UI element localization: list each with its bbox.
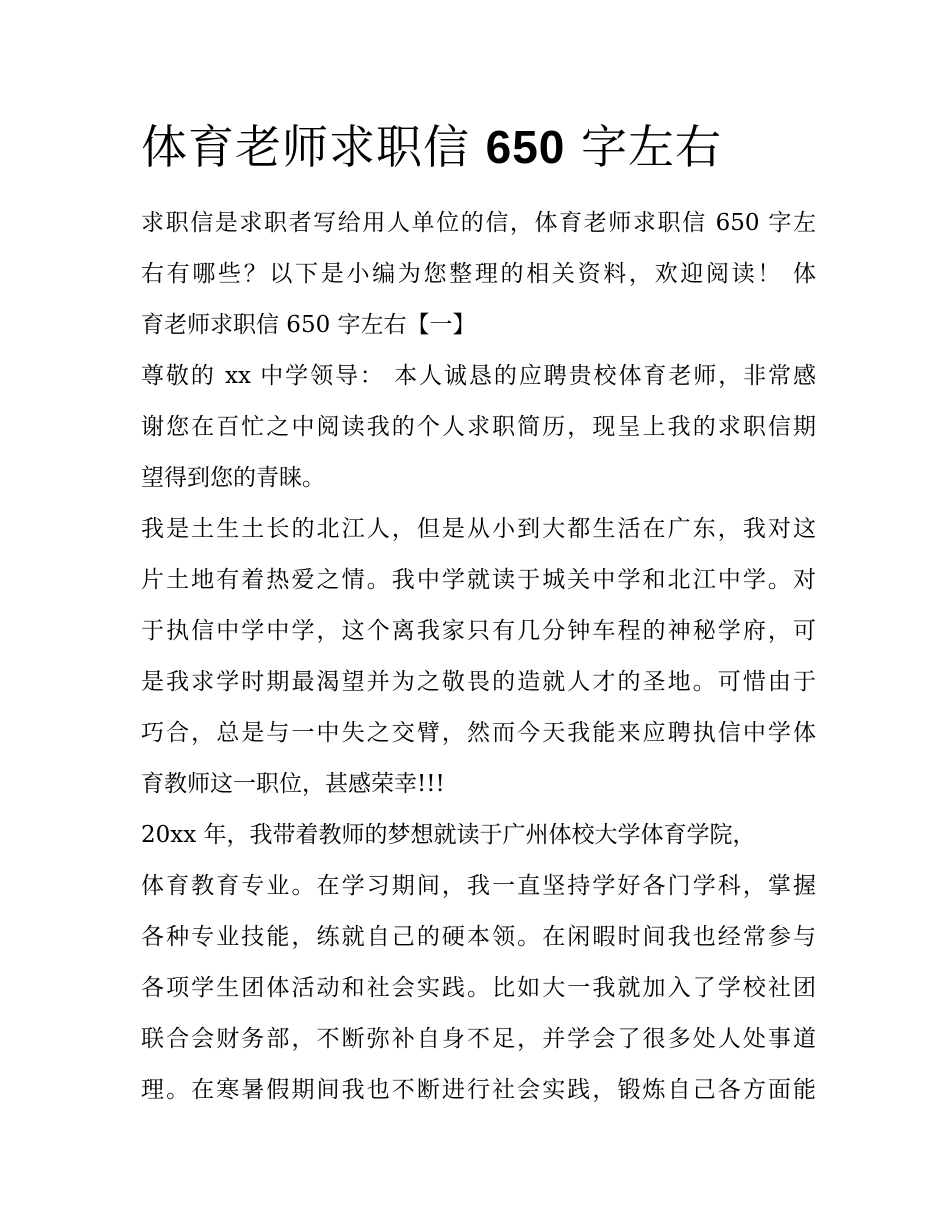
text-line: 育老师求职信 650 字左右【一】 — [141, 312, 476, 338]
text-line: 片土地有着热爱之情。我中学就读于城关中学和北江中学。对 — [141, 567, 816, 593]
title-text-pre: 体育老师求职信 — [141, 120, 486, 174]
text-line: 育教师这一职位，甚感荣幸!!! — [141, 771, 445, 797]
text-line: 联合会财务部，不断弥补自身不足，并学会了很多处人处事道 — [141, 1026, 816, 1052]
document-title — [141, 112, 722, 182]
text-line: 20xx 年，我带着教师的梦想就读于广州体校大学体育学院， — [141, 822, 756, 848]
text-line: 巧合，总是与一中失之交臂，然而今天我能来应聘执信中学体 — [141, 720, 816, 746]
title-number: 650 — [485, 121, 566, 173]
text-line: 体育教育专业。在学习期间，我一直坚持学好各门学科，掌握 — [141, 873, 816, 899]
text-line: 是我求学时期最渴望并为之敬畏的造就人才的圣地。可惜由于 — [141, 669, 816, 695]
text-line: 各种专业技能，练就自己的硬本领。在闲暇时间我也经常参与 — [141, 924, 816, 950]
title-text-post: 字左右 — [565, 120, 722, 174]
text-line: 尊敬的 xx 中学领导： 本人诚恳的应聘贵校体育老师，非常感 — [141, 363, 816, 389]
text-line: 各项学生团体活动和社会实践。比如大一我就加入了学校社团 — [141, 975, 816, 1001]
text-line: 理。在寒暑假期间我也不断进行社会实践，锻炼自己各方面能 — [141, 1077, 816, 1103]
text-line: 谢您在百忙之中阅读我的个人求职简历，现呈上我的求职信期 — [141, 414, 816, 440]
text-line: 于执信中学中学，这个离我家只有几分钟车程的神秘学府，可 — [141, 618, 816, 644]
text-line: 望得到您的青睐。 — [141, 465, 325, 491]
text-line: 右有哪些？以下是小编为您整理的相关资料，欢迎阅读！ 体 — [141, 261, 816, 287]
text-line: 我是土生土长的北江人，但是从小到大都生活在广东，我对这 — [141, 516, 816, 542]
text-line: 求职信是求职者写给用人单位的信，体育老师求职信 650 字左 — [141, 210, 816, 236]
document-body — [141, 198, 816, 1116]
